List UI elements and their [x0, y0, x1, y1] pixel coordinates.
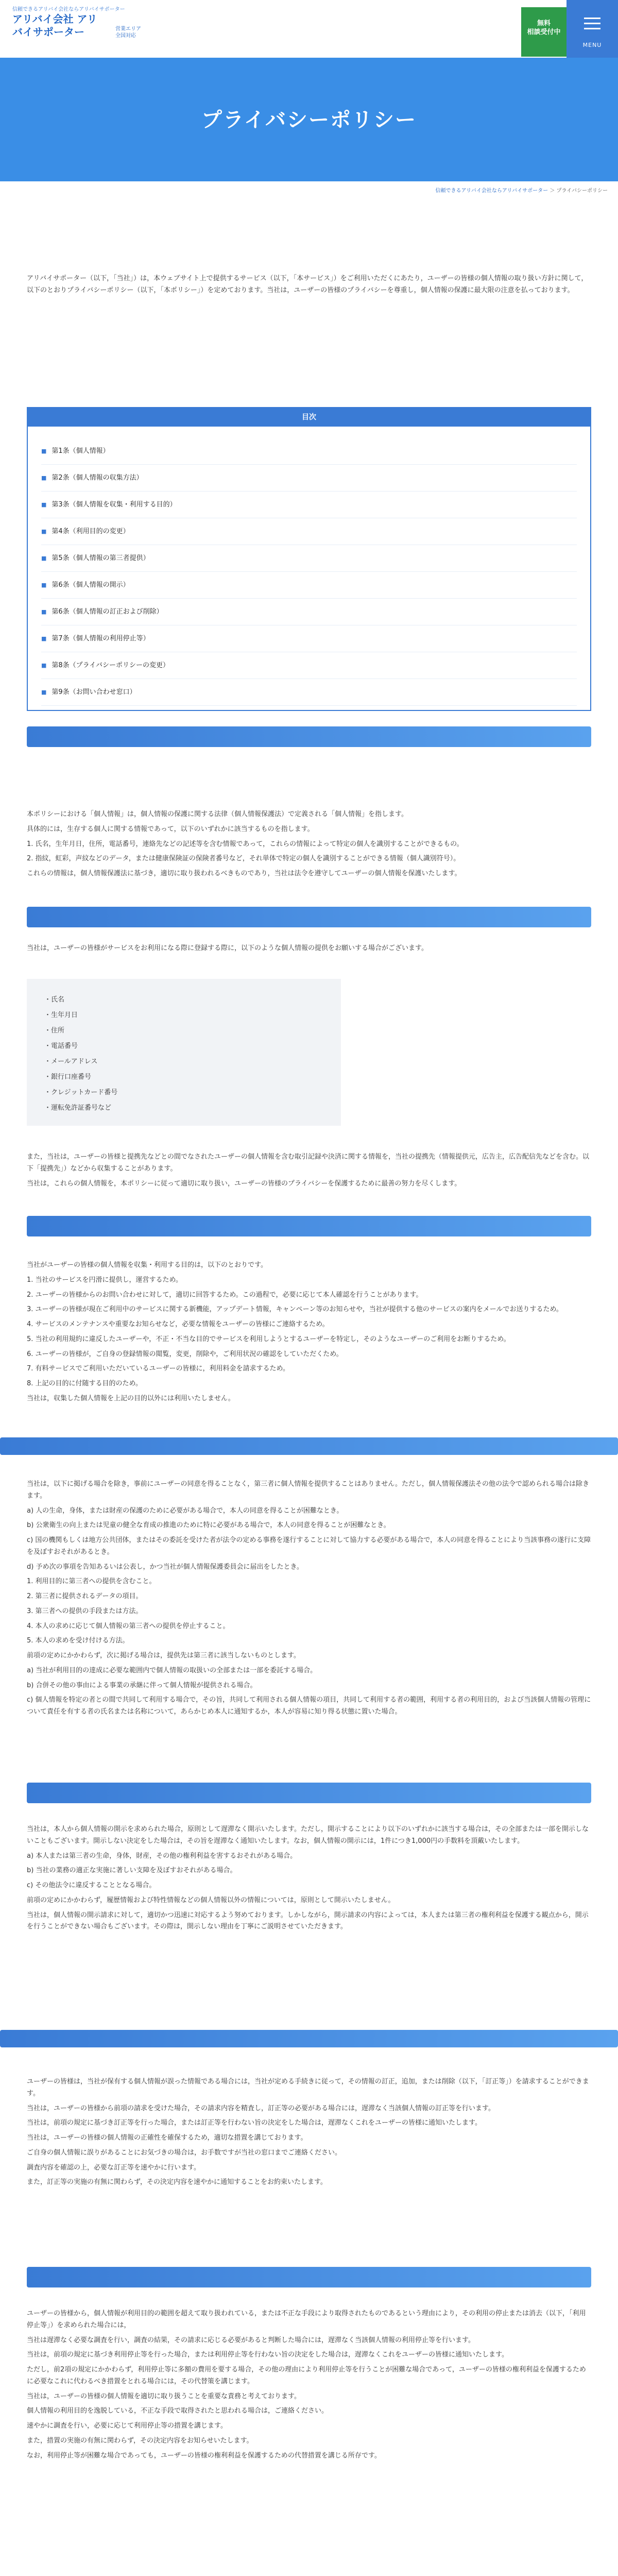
paragraph: b) 合併その他の事由による事業の承継に伴って個人情報が提供される場合。 — [27, 1681, 257, 1689]
paragraph: 当社は，個人情報の開示請求に対して，適切かつ迅速に対応するよう努めております。しかしながら，開示請求の内容によっては，本人または第三者の権利利益を保護する観点から，開示を行うことができない場合もございます。その際は，開示しない理由を丁寧にご説明させていただきます。 — [27, 1911, 589, 1931]
paragraph: c) 個人情報を特定の者との間で共同して利用する場合で，その旨，共同して利用される個人情報の項目，共同して利用する者の範囲，利用する者の利用目的，および当該個人情報の管理について責任を有する者の氏名または名称について，あらかじめ本人に通知するか，本人が容易に知り得る状態に置いた場合。 — [27, 1696, 591, 1716]
list-item: ・クレジットカード番号 — [44, 1089, 118, 1096]
toc-item[interactable]: ■ 第5条（個人情報の第三者提供） — [41, 545, 577, 572]
section-2-body — [27, 1151, 591, 1193]
paragraph: 個人情報の利用目的を逸脱している，不正な手段で取得されたと思われる場合は，ご連絡ください。 — [27, 2407, 329, 2415]
toc-item[interactable]: ■ 第9条（お問い合わせ窓口） — [41, 679, 577, 706]
list-item: ・メールアドレス — [44, 1058, 98, 1065]
paragraph: 当社は，これらの個人情報を，本ポリシーに従って適切に取り扱い，ユーザーの皆様のプライバシーを保護するために最善の努力を尽くします。 — [27, 1179, 461, 1188]
paragraph: a) 本人または第三者の生命，身体，財産，その他の権利利益を害するおそれがある場合。 — [27, 1852, 297, 1860]
paragraph: 当社は，ユーザーの皆様の個人情報を適切に取り扱うことを重要な責務と考えております。 — [27, 2392, 301, 2400]
section-heading-2 — [27, 907, 591, 927]
paragraph: a) 人の生命，身体，または財産の保護のために必要がある場合で，本人の同意を得ることが困難なとき。 — [27, 1506, 344, 1515]
paragraph: 1. 氏名，生年月日，住所，電話番号，連絡先などの記述等を含む情報であって，これらの情報によって特定の個人を識別することができるもの。 — [27, 840, 464, 848]
paragraph: 2. 指紋，虹彩，声紋などのデータ，または健康保険証の保険者番号など，それ単体で特定の個人を識別することができる情報（個人識別符号）。 — [27, 855, 460, 863]
section-1-body — [27, 809, 591, 883]
paragraph: 2. 第三者に提供されるデータの項目。 — [27, 1592, 143, 1600]
paragraph: これらの情報は，個人情報保護法に基づき，適切に取り扱われるべきものであり，当社は法令を遵守してユーザーの個人情報を保護いたします。 — [27, 870, 461, 877]
toc-item[interactable]: ■ 第6条（個人情報の訂正および削除） — [41, 599, 577, 625]
toc-item[interactable]: ■ 第6条（個人情報の開示） — [41, 572, 577, 599]
paragraph: ユーザーの皆様は，当社が保有する個人情報が誤った情報である場合には，当社が定める手続きに従って，その情報の訂正，追加，または削除（以下，「訂正等」）を請求することができます。 — [27, 2078, 589, 2097]
paragraph: 当社は，ユーザーの皆様から前項の請求を受けた場合，その請求内容を精査し，訂正等の必要がある場合には，遅滞なく当該個人情報の訂正等を行います。 — [27, 2104, 495, 2112]
section-5-body — [27, 1824, 591, 1936]
paragraph: 当社がユーザーの皆様の個人情報を収集・利用する目的は，以下のとおりです。 — [27, 1261, 267, 1269]
section-3-body — [27, 1260, 591, 1408]
logo-name: アリバイ会社 アリバイサポーター — [12, 13, 97, 38]
paragraph: 2. ユーザーの皆様からのお問い合わせに対して，適切に回答するため。この過程で，必要に応じて本人確認を行うことがあります。 — [27, 1291, 423, 1299]
hamburger-icon — [584, 18, 600, 33]
list-item: ・運転免許証番号など — [44, 1104, 112, 1112]
paragraph: c) 国の機関もしくは地方公共団体，またはその委託を受けた者が法令の定める事務を遂行することに対して協力する必要がある場合で，本人の同意を得ることにより当該事務の遂行に支障を及ぼすおそれがあるとき。 — [27, 1536, 591, 1556]
paragraph: d) 予め次の事項を告知あるいは公表し，かつ当社が個人情報保護委員会に届出をしたとき。 — [27, 1563, 303, 1571]
paragraph: また，措置の実施の有無に関わらず，その決定内容をお知らせいたします。 — [27, 2436, 253, 2445]
section-6-body — [27, 2076, 591, 2192]
paragraph: 4. サービスのメンテナンスや重要なお知らせなど，必要な情報をユーザーの皆様にご連絡するため。 — [27, 1320, 329, 1328]
section-heading-7 — [27, 2267, 591, 2287]
paragraph: 5. 本人の求めを受け付ける方法。 — [27, 1637, 129, 1645]
paragraph: b) 公衆衛生の向上または児童の健全な育成の推進のために特に必要がある場合で，本人の同意を得ることが困難なとき。 — [27, 1521, 390, 1530]
section-4-body — [27, 1479, 591, 1721]
paragraph: c) その他法令に違反することとなる場合。 — [27, 1882, 156, 1889]
service-area-label: 営業エリア — [115, 26, 141, 32]
list-item: ・氏名 — [44, 996, 65, 1004]
site-logo[interactable] — [12, 6, 141, 39]
paragraph: a) 当社が利用目的の達成に必要な範囲内で個人情報の取扱いの全部または一部を委託する場合。 — [27, 1666, 317, 1674]
list-item: ・銀行口座番号 — [44, 1073, 92, 1081]
paragraph: また，訂正等の実施の有無に関わらず，その決定内容を速やかに通知することをお約束いたします。 — [27, 2178, 327, 2187]
paragraph: 3. 第三者への提供の手段または方法。 — [27, 1607, 143, 1615]
paragraph: ユーザーの皆様から，個人情報が利用目的の範囲を超えて取り扱われている，または不正な手段により取得されたものであるという理由により，その利用の停止または消去（以下，「利用停止等」）を求められた場合には， — [27, 2310, 586, 2329]
section-2-intro: 当社は，ユーザーの皆様がサービスをお利用になる際に登録する際に，以下のような個人情報の提供をお願いする場合がございます。 — [27, 944, 428, 952]
paragraph: 当社は，以下に掲げる場合を除き，事前にユーザーの同意を得ることなく，第三者に個人情報を提供することはありません。ただし，個人情報保護法その他の法令で認められる場合は除きます。 — [27, 1480, 590, 1500]
toc-item[interactable]: ■ 第2条（個人情報の収集方法） — [41, 465, 577, 492]
paragraph: 6. ユーザーの皆様が，ご自身の登録情報の閲覧，変更，削除や，ご利用状況の確認をしていただくため。 — [27, 1350, 343, 1358]
paragraph: 7. 有料サービスでご利用いただいているユーザーの皆様に，利用料金を請求するため。 — [27, 1365, 290, 1373]
paragraph: ご自身の個人情報に誤りがあることにお気づきの場合は，お手数ですが当社の窓口までご連絡ください。 — [27, 2148, 342, 2157]
toc-item[interactable]: ■ 第8条（プライバシーポリシーの変更） — [41, 652, 577, 679]
toc-item[interactable]: ■ 第3条（個人情報を収集・利用する目的） — [41, 492, 577, 518]
section-heading-6 — [0, 2030, 618, 2047]
menu-label: MENU — [582, 42, 602, 48]
intro-text: アリバイサポーター（以下，「当社」）は，本ウェブサイト上で提供するサービス（以下，「本サービス」）をご利用いただくにあたり，ユーザーの皆様の個人情報の取り扱い方針に関して，以下のとおりプライバシーポリシー（以下，「本ポリシー」）を定めております。当社は，ユーザーの皆様のプライバシーを尊重し，個人情報の保護に最大限の注意を払っております。 — [27, 275, 588, 294]
toc-list — [28, 427, 590, 706]
paragraph: 当社は遅滞なく必要な調査を行い，調査の結果，その請求に応じる必要があると判断した場合には，遅滞なく当該個人情報の利用停止等を行います。 — [27, 2336, 475, 2344]
toc-title: 目次 — [28, 408, 590, 427]
section-heading-3 — [27, 1216, 591, 1236]
section-heading-1 — [27, 726, 591, 747]
section-heading-4 — [0, 1437, 618, 1455]
list-item: ・生年月日 — [44, 1011, 78, 1019]
list-item: ・電話番号 — [44, 1042, 78, 1050]
section-heading-5 — [27, 1783, 591, 1803]
menu-button[interactable] — [566, 0, 618, 58]
hero-banner — [0, 58, 618, 181]
paragraph: b) 当社の業務の適正な実施に著しい支障を及ぼすおそれがある場合。 — [27, 1867, 237, 1875]
paragraph: 8. 上記の目的に付随する目的のため。 — [27, 1380, 143, 1387]
paragraph: 前項の定めにかかわらず，履歴情報および特性情報などの個人情報以外の情報については，原則として開示いたしません。 — [27, 1896, 395, 1904]
section-7-body — [27, 2308, 591, 2465]
paragraph: 5. 当社の利用規約に違反したユーザーや，不正・不当な目的でサービスを利用しようとするユーザーを特定し，そのようなユーザーのご利用をお断りするため。 — [27, 1335, 510, 1343]
service-area-value: 全国対応 — [115, 33, 136, 39]
paragraph: 本ポリシーにおける「個人情報」は，個人情報の保護に関する法律（個人情報保護法）で定義される「個人情報」を指します。 — [27, 810, 408, 818]
list-item: ・住所 — [44, 1027, 65, 1035]
paragraph: 当社は，本人から個人情報の開示を求められた場合，原則として遅滞なく開示いたします。ただし，開示することにより以下のいずれかに該当する場合は，その全部または一部を開示しないこともございます。開示しない決定をした場合は，その旨を遅滞なく通知いたします。なお，個人情報の開示には，1件につき1,000円の手数料を頂戴いたします。 — [27, 1825, 589, 1845]
paragraph: 具体的には，生存する個人に関する情報であって，以下のいずれかに該当するものを指します。 — [27, 825, 314, 833]
paragraph: なお，利用停止等が困難な場合であっても，ユーザーの皆様の権利利益を保護するための代替措置を講じる所存です。 — [27, 2451, 381, 2460]
paragraph: 3. ユーザーの皆様が現在ご利用中のサービスに関する新機能，アップデート情報，キャンペーン等のお知らせや，当社が提供する他のサービスの案内をメールでお送りするため。 — [27, 1306, 563, 1314]
paragraph: また，当社は，ユーザーの皆様と提携先などとの間でなされたユーザーの個人情報を含む取引記録や決済に関する情報を，当社の提携先（情報提供元，広告主，広告配信先などを含む。以下「提携先」）などから収集することがあります。 — [27, 1153, 590, 1173]
paragraph: 1. 当社のサービスを円滑に提供し，運営するため。 — [27, 1276, 183, 1284]
paragraph: ただし，前2項の規定にかかわらず，利用停止等に多額の費用を要する場合，その他の理由により利用停止等を行うことが困難な場合であって，ユーザーの皆様の権利利益を保護するために必要なこれに代わるべき措置をとれる場合には，その代替策を講じます。 — [27, 2366, 586, 2385]
toc-item[interactable]: ■ 第1条（個人情報） — [41, 438, 577, 465]
page-title: プライバシーポリシー — [201, 108, 417, 132]
paragraph: 当社は，ユーザーの皆様の個人情報の正確性を確保するため，適切な措置を講じております。 — [27, 2134, 307, 2142]
free-label: 無料 — [537, 20, 551, 27]
toc-item[interactable]: ■ 第4条（利用目的の変更） — [41, 518, 577, 545]
table-of-contents — [27, 407, 591, 711]
service-area — [115, 26, 157, 39]
paragraph: 前項の定めにかかわらず，次に掲げる場合は，提供先は第三者に該当しないものとします。 — [27, 1652, 300, 1659]
breadcrumb-home[interactable]: 信頼できるアリバイ会社ならアリバイサポーター — [435, 188, 548, 194]
paragraph: 当社は，前項の規定に基づき利用停止等を行った場合，または利用停止等を行わない旨の決定をした場合は，遅滞なくこれをユーザーの皆様に通知いたします。 — [27, 2351, 508, 2359]
collected-info-list — [27, 979, 341, 1126]
breadcrumb-separator: ＞ — [548, 188, 557, 194]
consultation-label: 相談受付中 — [527, 28, 561, 36]
breadcrumb-current: プライバシーポリシー — [556, 188, 608, 194]
site-header — [0, 0, 618, 58]
logo-tagline: 信頼できるアリバイ会社ならアリバイサポーター — [12, 7, 125, 12]
free-consultation-button[interactable] — [521, 7, 566, 57]
paragraph: 4. 本人の求めに応じて個人情報の第三者への提供を停止すること。 — [27, 1622, 230, 1630]
toc-item[interactable]: ■ 第7条（個人情報の利用停止等） — [41, 625, 577, 652]
paragraph: 1. 利用目的に第三者への提供を含むこと。 — [27, 1578, 156, 1586]
paragraph: 速やかに調査を行い，必要に応じて利用停止等の措置を講じます。 — [27, 2422, 227, 2430]
paragraph: 調査内容を確認の上，必要な訂正等を速やかに行います。 — [27, 2163, 200, 2172]
paragraph: 当社は，収集した個人情報を上記の目的以外には利用いたしません。 — [27, 1394, 235, 1402]
paragraph: 当社は，前項の規定に基づき訂正等を行った場合，または訂正等を行わない旨の決定をした場合は，遅滞なくこれをユーザーの皆様に通知いたします。 — [27, 2119, 482, 2127]
breadcrumb — [436, 187, 608, 196]
